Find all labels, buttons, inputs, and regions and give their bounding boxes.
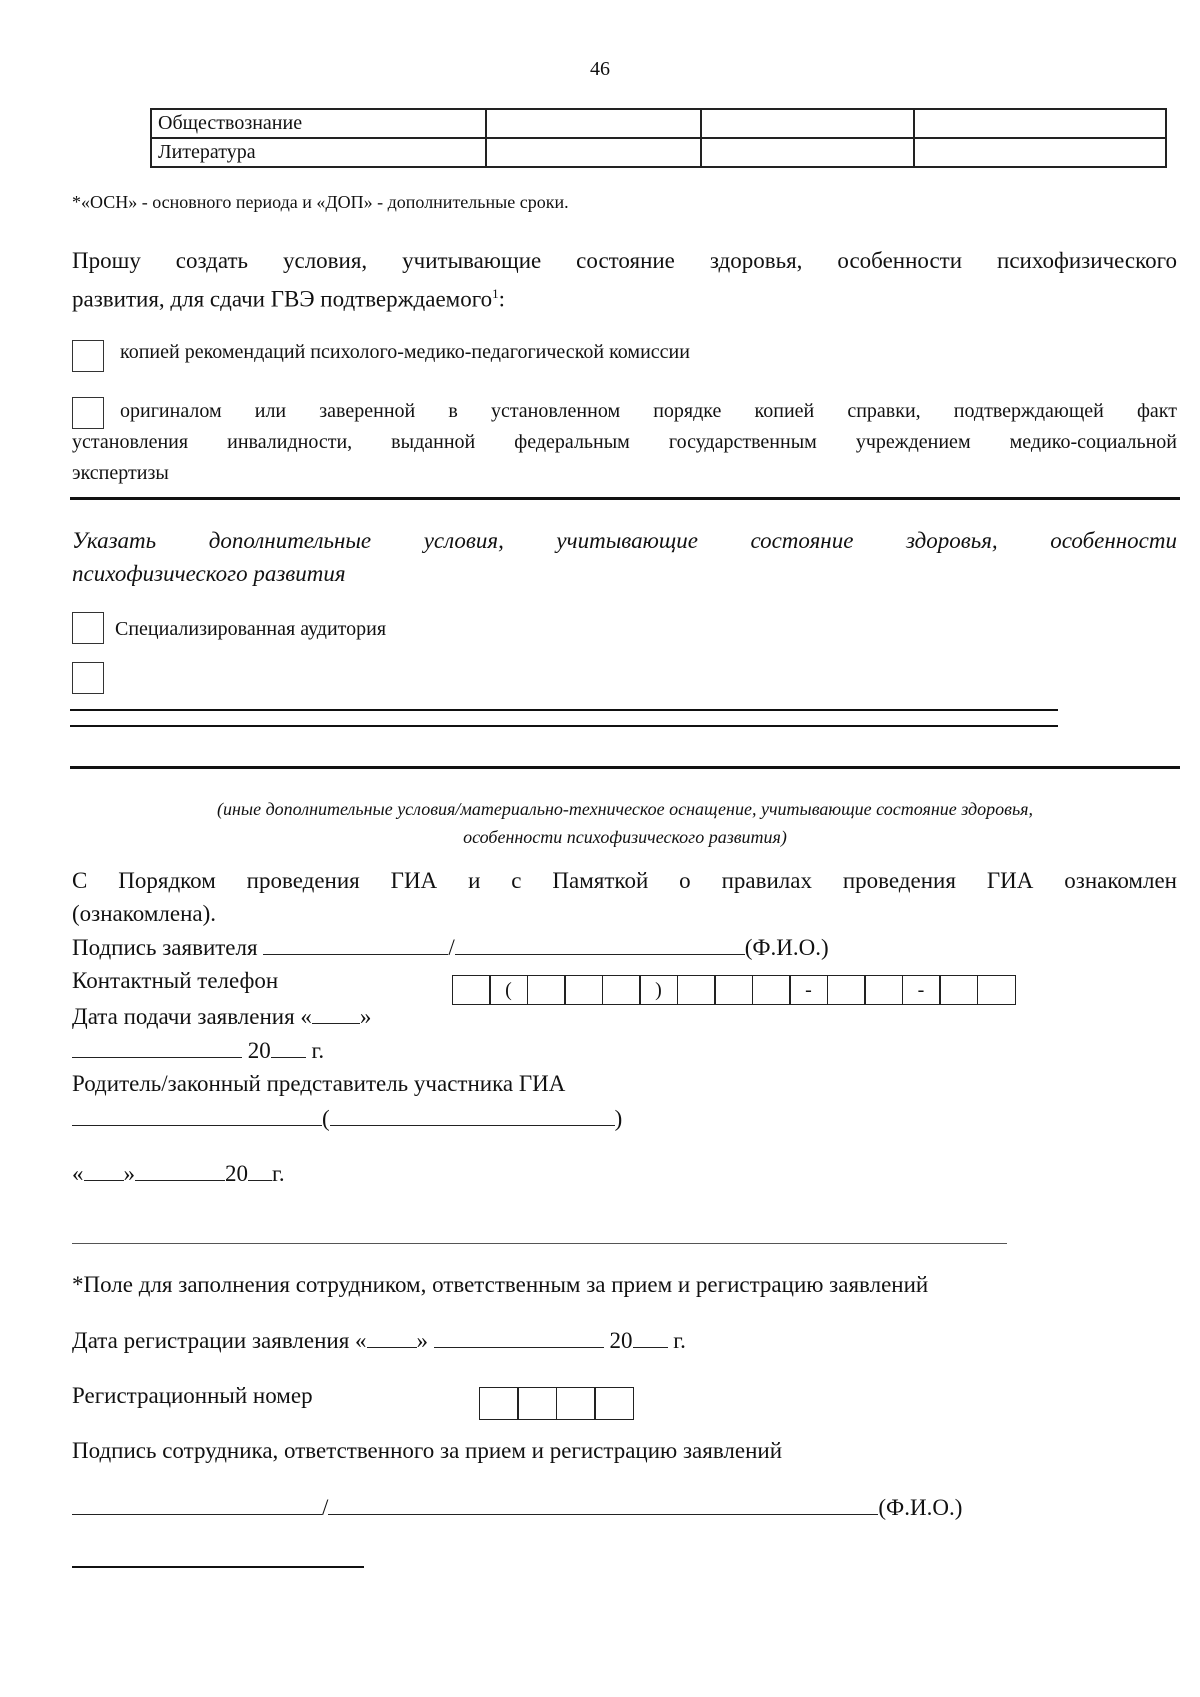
acknowledgement-line-2: (ознакомлена). xyxy=(72,901,216,926)
section-divider xyxy=(70,497,1180,500)
subjects-table xyxy=(150,108,1167,168)
request-paragraph xyxy=(72,244,1177,316)
other-note-line-1: (иные дополнительные условия/материально-техническое оснащение, учитывающие состояние здоровья, xyxy=(216,799,1034,819)
registration-date-label: Дата регистрации заявления « xyxy=(72,1328,367,1353)
additional-heading-line-2: психофизического развития xyxy=(72,561,346,586)
page-number: 46 xyxy=(590,58,610,80)
table-row xyxy=(151,138,1166,167)
registration-number-label: Регистрационный номер xyxy=(72,1383,313,1408)
parent-date-row xyxy=(72,1160,285,1187)
option-original-certificate-label xyxy=(72,396,1177,489)
parent-day-field[interactable] xyxy=(84,1160,124,1181)
quote-open: « xyxy=(72,1161,84,1186)
staff-signature-row xyxy=(72,1494,962,1521)
phone-cell[interactable] xyxy=(602,975,641,1005)
phone-cell[interactable] xyxy=(752,975,791,1005)
application-year-field[interactable] xyxy=(271,1037,306,1058)
open-paren: ( xyxy=(322,1106,330,1131)
certificate-line-1: оригиналом или заверенной в установленном порядке копией справки, подтверждающей факт xyxy=(120,400,1177,422)
request-line-2 xyxy=(72,277,1177,316)
table-cell[interactable] xyxy=(486,109,701,138)
slash: / xyxy=(322,1495,329,1520)
fio-label: (Ф.И.О.) xyxy=(878,1495,963,1520)
phone-cell[interactable]: ) xyxy=(639,975,678,1005)
contact-phone-label: Контактный телефон xyxy=(72,968,279,993)
phone-cell[interactable]: - xyxy=(902,975,941,1005)
acknowledgement-line-1: С Порядком проведения ГИА и с Памяткой о правилах проведения ГИА ознакомлен xyxy=(72,868,1177,893)
option-copy-recommendations-label: копией рекомендаций психолого-медико-педагогической комиссии xyxy=(120,341,690,363)
quote-close: » xyxy=(359,1004,372,1029)
application-month-field[interactable] xyxy=(72,1037,242,1058)
subject-cell: Литература xyxy=(151,138,486,167)
parent-signature-row xyxy=(72,1105,622,1132)
phone-cell[interactable] xyxy=(864,975,903,1005)
year-suffix: г. xyxy=(311,1038,325,1063)
other-condition-line[interactable] xyxy=(70,725,1058,727)
request-line-1: Прошу создать условия, учитывающие состояние здоровья, особенности психофизического xyxy=(72,248,1177,273)
subject-cell: Обществознание xyxy=(151,109,486,138)
parent-fio-field[interactable] xyxy=(330,1105,615,1126)
registration-date-row xyxy=(72,1327,686,1354)
registration-year-field[interactable] xyxy=(633,1327,668,1348)
staff-signature-label: Подпись сотрудника, ответственного за прием и регистрацию заявлений xyxy=(72,1438,783,1463)
staff-signature-field[interactable] xyxy=(72,1494,322,1515)
quote-close: » xyxy=(123,1161,135,1186)
slash: / xyxy=(448,935,455,960)
regnum-cell[interactable] xyxy=(517,1387,557,1420)
table-row xyxy=(151,109,1166,138)
certificate-line-2: установления инвалидности, выданной федеральным государственным учреждением медико-социальной xyxy=(72,431,1177,453)
phone-cell[interactable] xyxy=(677,975,716,1005)
table-cell[interactable] xyxy=(486,138,701,167)
separator-line xyxy=(72,1243,1007,1244)
regnum-cell[interactable] xyxy=(594,1387,634,1420)
staff-field-note: *Поле для заполнения сотрудником, ответственным за прием и регистрацию заявлений xyxy=(72,1272,929,1297)
regnum-cell[interactable] xyxy=(479,1387,519,1420)
regnum-cell[interactable] xyxy=(556,1387,596,1420)
table-cell[interactable] xyxy=(914,109,1166,138)
staff-fio-field[interactable] xyxy=(328,1494,878,1515)
application-year-row xyxy=(72,1037,324,1064)
table-cell[interactable] xyxy=(701,138,914,167)
registration-number-input[interactable] xyxy=(480,1387,634,1420)
fio-label: (Ф.И.О.) xyxy=(744,935,829,960)
applicant-signature-label: Подпись заявителя xyxy=(72,935,258,960)
application-date-row xyxy=(72,1003,371,1030)
checkbox-copy-recommendations[interactable] xyxy=(72,340,104,372)
request-line-2-text: развития, для сдачи ГВЭ подтверждаемого xyxy=(72,286,493,312)
parent-year-field[interactable] xyxy=(248,1160,272,1181)
phone-cell[interactable] xyxy=(827,975,866,1005)
phone-cell[interactable] xyxy=(714,975,753,1005)
year-prefix: 20 xyxy=(609,1328,633,1353)
registration-month-field[interactable] xyxy=(434,1327,604,1348)
quote-close: » xyxy=(416,1328,429,1353)
checkbox-other-condition[interactable] xyxy=(72,662,104,694)
other-conditions-note xyxy=(70,795,1180,851)
application-date-label: Дата подачи заявления « xyxy=(72,1004,312,1029)
application-day-field[interactable] xyxy=(312,1003,360,1024)
phone-cell[interactable] xyxy=(452,975,491,1005)
section-divider xyxy=(70,766,1180,769)
other-condition-line[interactable] xyxy=(70,709,1058,711)
checkbox-specialized-room[interactable] xyxy=(72,612,104,644)
applicant-signature-row xyxy=(72,934,829,961)
parent-month-field[interactable] xyxy=(135,1160,225,1181)
table-cell[interactable] xyxy=(701,109,914,138)
year-prefix: 20 xyxy=(225,1161,248,1186)
table-cell[interactable] xyxy=(914,138,1166,167)
parent-label: Родитель/законный представитель участника ГИА xyxy=(72,1071,566,1096)
parent-signature-field[interactable] xyxy=(72,1105,322,1126)
phone-cell[interactable]: ( xyxy=(489,975,528,1005)
certificate-line-3: экспертизы xyxy=(72,462,169,484)
applicant-fio-field[interactable] xyxy=(455,934,745,955)
phone-cell[interactable] xyxy=(977,975,1016,1005)
additional-conditions-heading xyxy=(72,524,1177,590)
phone-cell[interactable] xyxy=(564,975,603,1005)
footnote-osn-dop: *«ОСН» - основного периода и «ДОП» - дополнительные сроки. xyxy=(72,192,569,212)
additional-heading-line-1: Указать дополнительные условия, учитывающие состояние здоровья, особенности xyxy=(72,528,1177,553)
phone-cell[interactable] xyxy=(939,975,978,1005)
other-note-line-2: особенности психофизического развития) xyxy=(463,827,787,847)
contact-phone-input[interactable] xyxy=(453,975,1016,1005)
registration-day-field[interactable] xyxy=(367,1327,417,1348)
year-suffix: г. xyxy=(673,1328,686,1353)
applicant-signature-field[interactable] xyxy=(263,934,448,955)
footnote-separator xyxy=(72,1566,364,1568)
footnote-ref: 1 xyxy=(492,286,499,301)
close-paren: ) xyxy=(614,1106,623,1131)
phone-cell[interactable]: - xyxy=(789,975,828,1005)
request-colon: : xyxy=(498,286,505,312)
option-specialized-room-label: Специализированная аудитория xyxy=(115,618,387,640)
year-suffix: г. xyxy=(272,1161,285,1186)
phone-cell[interactable] xyxy=(527,975,566,1005)
year-prefix: 20 xyxy=(247,1038,271,1063)
acknowledgement xyxy=(72,864,1177,930)
